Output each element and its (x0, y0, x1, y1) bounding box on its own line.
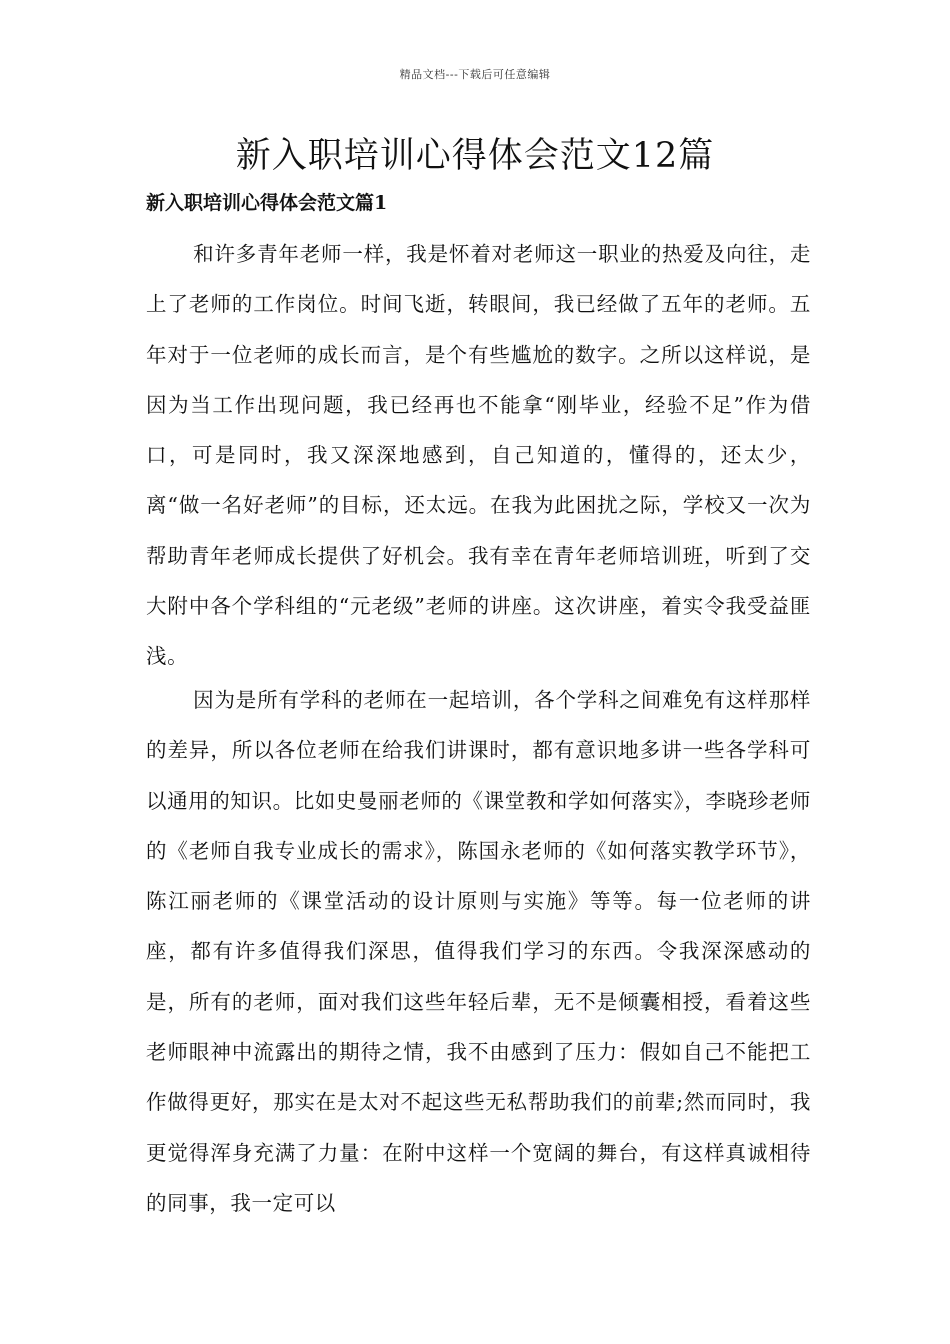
body-paragraph-1: 和许多青年老师一样，我是怀着对老师这一职业的热爱及向往，走上了老师的工作岗位。时间飞逝，转眼间，我已经做了五年的老师。五年对于一位老师的成长而言，是个有些尴尬的数字。之所以这样说，是因为当工作出现问题，我已经再也不能拿“刚毕业，经验不足”作为借口，可是同时，我又深深地感到，自己知道的，懂得的，还太少，离“做一名好老师”的目标，还太远。在我为此困扰之际，学校又一次为帮助青年老师成长提供了好机会。我有幸在青年老师培训班，听到了交大附中各个学科组的“元老级”老师的讲座。这次讲座，着实令我受益匪浅。 (146, 242, 811, 669)
section-heading: 新入职培训心得体会范文篇1 (146, 192, 388, 214)
body-paragraph-2: 因为是所有学科的老师在一起培训，各个学科之间难免有这样那样的差异，所以各位老师在给我们讲课时，都有意识地多讲一些各学科可以通用的知识。比如史曼丽老师的《课堂教和学如何落实》，李晓珍老师的《老师自我专业成长的需求》，陈国永老师的《如何落实教学环节》，陈江丽老师的《课堂活动的设计原则与实施》等等。每一位老师的讲座，都有许多值得我们深思，值得我们学习的东西。令我深深感动的是，所有的老师，面对我们这些年轻后辈，无不是倾囊相授，看着这些老师眼神中流露出的期待之情，我不由感到了压力：假如自己不能把工作做得更好，那实在是太对不起这些无私帮助我们的前辈;然而同时，我更觉得浑身充满了力量：在附中这样一个宽阔的舞台，有这样真诚相待的同事，我一定可以 (146, 688, 811, 1215)
header-note: 精品文档---下载后可任意编辑 (399, 68, 551, 81)
document-title: 新入职培训心得体会范文12篇 (235, 136, 715, 176)
